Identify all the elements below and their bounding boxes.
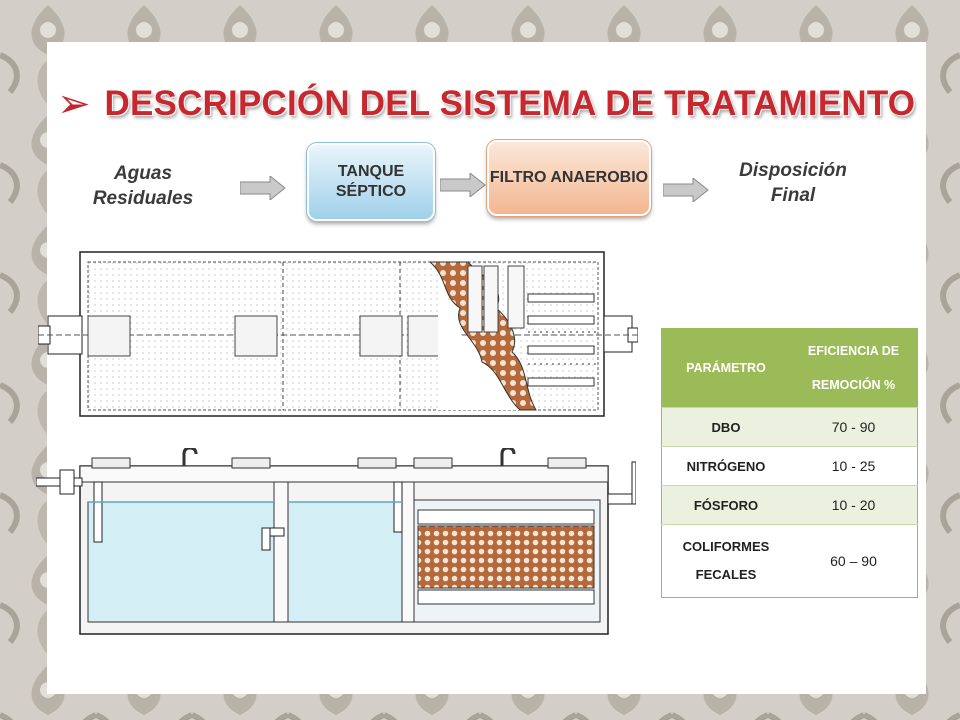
right-arrow-icon [240,176,286,200]
table-row [662,486,918,525]
table-header-row [662,329,918,408]
param-cell: DBO [662,408,791,447]
value-cell: 10 - 25 [790,447,918,486]
flow-output-label: Disposición Final [739,160,847,206]
table-row [662,525,918,598]
table-row [662,447,918,486]
table-row [662,408,918,447]
anaerobic-filter-box: FILTRO ANAEROBIO [487,140,651,216]
header-efficiency: EFICIENCIA DE REMOCIÓN % [790,329,918,408]
flow-input-label: Aguas Residuales [92,163,194,209]
plan-view-diagram [38,248,638,420]
value-cell: 60 – 90 [790,525,918,598]
right-arrow-icon [663,178,709,202]
arrow-bullet-icon: ➢ [57,81,91,127]
value-cell: 10 - 20 [790,486,918,525]
param-cell: FÓSFORO [662,486,791,525]
header-parameter: PARÁMETRO [662,329,791,408]
cross-section-diagram [36,448,636,638]
septic-tank-box: TANQUE SÉPTICO [307,143,435,221]
title-text: DESCRIPCIÓN DEL SISTEMA DE TRATAMIENTO [104,84,916,123]
param-cell: NITRÓGENO [662,447,791,486]
efficiency-table [661,328,918,598]
right-arrow-icon [440,173,486,197]
value-cell: 70 - 90 [790,408,918,447]
slide-title [57,74,927,134]
param-cell: COLIFORMES FECALES [662,525,791,598]
